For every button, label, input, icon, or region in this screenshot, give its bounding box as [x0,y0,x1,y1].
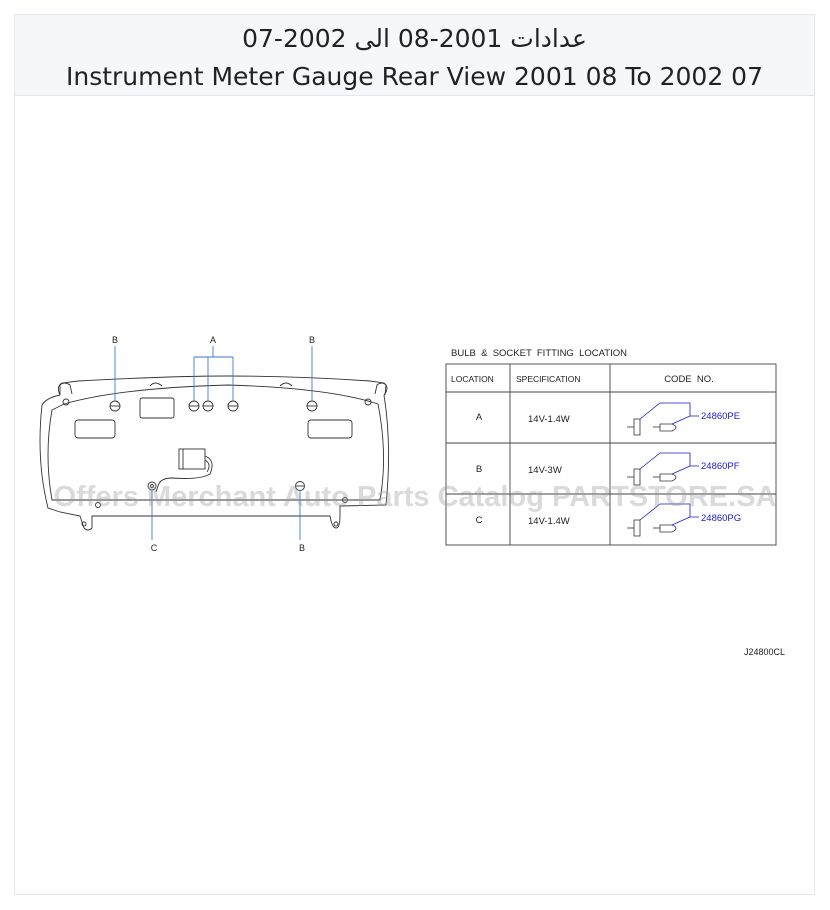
callout-a-top-center: A [209,335,217,345]
table-title: BULB & SOCKET FITTING LOCATION [451,348,627,359]
row-c-code-link[interactable]: 24860PG [701,513,742,524]
figure-id: J24800CL [743,647,785,657]
bulb-socket-icon [627,520,676,536]
code-leader [640,453,699,474]
page-title-arabic: عدادات 2001-08 الى 2002-07 [242,24,587,53]
callout-b-top-left: B [111,335,119,345]
watermark: Offers Merchant Auto Parts Catalog PARTSTORE.SA [53,481,777,513]
callout-labels [112,335,315,553]
callout-c-bottom-left: C [150,543,158,553]
row-b-specification: 14V-3W [528,465,562,476]
callout-b-bottom-right: B [298,543,306,553]
table-headers [451,374,714,385]
header-location: LOCATION [451,374,494,384]
code-leader [640,403,699,424]
row-b-location: B [475,464,483,475]
bulb-socket-icon [627,419,676,435]
page-title-english: Instrument Meter Gauge Rear View 2001 08 To 2002 07 [65,62,763,91]
row-a-code-link[interactable]: 24860PE [701,411,741,422]
row-c-specification: 14V-1.4W [528,516,570,527]
row-c-location: C [475,515,483,526]
row-a-specification: 14V-1.4W [528,414,570,425]
header-specification: SPECIFICATION [516,374,581,384]
header-code: CODE NO. [664,374,714,385]
callout-b-top-right: B [308,335,316,345]
row-a-location: A [475,412,483,423]
table-row [476,403,740,435]
row-b-code-link[interactable]: 24860PF [701,461,740,472]
